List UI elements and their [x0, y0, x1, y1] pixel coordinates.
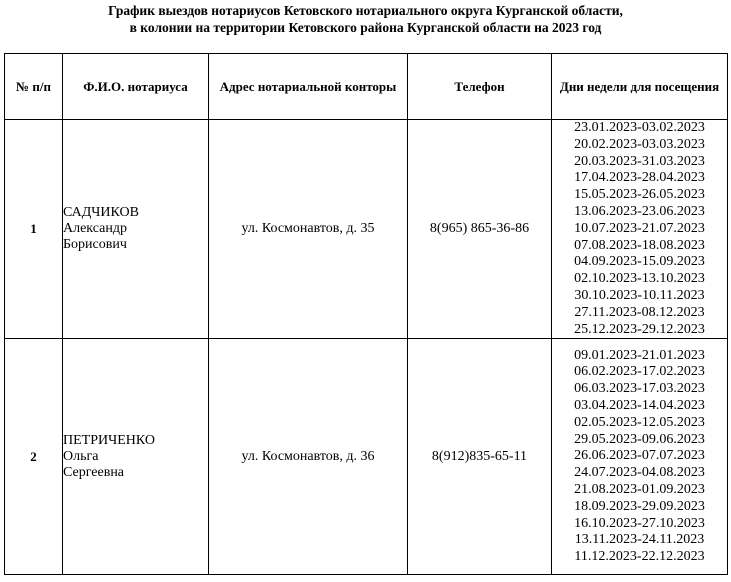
date-range: 17.04.2023-28.04.2023 — [574, 170, 705, 186]
visit-dates — [552, 120, 728, 339]
date-range: 30.10.2023-10.11.2023 — [574, 287, 705, 303]
date-range: 09.01.2023-21.01.2023 — [574, 347, 705, 363]
notary-first-name: Александр — [63, 221, 127, 237]
date-range: 23.01.2023-03.02.2023 — [574, 120, 705, 135]
date-range: 02.10.2023-13.10.2023 — [574, 271, 705, 287]
date-range: 13.11.2023-24.11.2023 — [574, 532, 705, 548]
visit-dates — [552, 339, 728, 575]
date-range: 21.08.2023-01.09.2023 — [574, 482, 705, 498]
date-range: 29.05.2023-09.06.2023 — [574, 431, 705, 447]
date-range: 25.12.2023-29.12.2023 — [574, 321, 705, 337]
notary-name — [63, 339, 209, 575]
date-range: 27.11.2023-08.12.2023 — [574, 304, 705, 320]
document-title — [0, 2, 731, 36]
date-range: 20.02.2023-03.03.2023 — [574, 136, 705, 152]
date-range: 10.07.2023-21.07.2023 — [574, 220, 705, 236]
date-range: 24.07.2023-04.08.2023 — [574, 465, 705, 481]
row-number: 2 — [5, 339, 63, 575]
table-row — [5, 120, 728, 339]
title-line-2: в колонии на территории Кетовского района Курганской области на 2023 год — [129, 20, 602, 35]
office-address: ул. Космонавтов, д. 36 — [209, 339, 408, 575]
table-row — [5, 339, 728, 575]
date-range: 26.06.2023-07.07.2023 — [574, 448, 705, 464]
phone-number: 8(912)835-65-11 — [408, 339, 552, 575]
date-range: 03.04.2023-14.04.2023 — [574, 398, 705, 414]
date-range: 13.06.2023-23.06.2023 — [574, 203, 705, 219]
date-range: 15.05.2023-26.05.2023 — [574, 187, 705, 203]
notary-patronymic: Сергеевна — [63, 464, 125, 480]
date-range: 02.05.2023-12.05.2023 — [574, 414, 705, 430]
date-range: 06.02.2023-17.02.2023 — [574, 364, 705, 380]
header-num: № п/п — [5, 54, 63, 120]
phone-number: 8(965) 865-36-86 — [408, 120, 552, 339]
header-phone: Телефон — [408, 54, 552, 120]
title-line-1: График выездов нотариусов Кетовского нотариального округа Курганской области, — [108, 3, 623, 18]
date-range: 04.09.2023-15.09.2023 — [574, 254, 705, 270]
date-range: 06.03.2023-17.03.2023 — [574, 381, 705, 397]
date-range: 11.12.2023-22.12.2023 — [574, 549, 705, 565]
date-range: 18.09.2023-29.09.2023 — [574, 498, 705, 514]
date-range: 16.10.2023-27.10.2023 — [574, 515, 705, 531]
notary-name — [63, 120, 209, 339]
date-range: 20.03.2023-31.03.2023 — [574, 153, 705, 169]
office-address: ул. Космонавтов, д. 35 — [209, 120, 408, 339]
header-name: Ф.И.О. нотариуса — [63, 54, 209, 120]
notary-schedule-table — [4, 53, 728, 575]
notary-surname: ПЕТРИЧЕНКО — [63, 432, 155, 448]
header-address: Адрес нотариальной конторы — [209, 54, 408, 120]
notary-first-name: Ольга — [63, 448, 99, 464]
notary-patronymic: Борисович — [63, 237, 127, 253]
header-days: Дни недели для посещения — [552, 54, 728, 120]
table-header-row — [5, 54, 728, 120]
row-number: 1 — [5, 120, 63, 339]
notary-surname: САДЧИКОВ — [63, 205, 139, 221]
date-range: 07.08.2023-18.08.2023 — [574, 237, 705, 253]
